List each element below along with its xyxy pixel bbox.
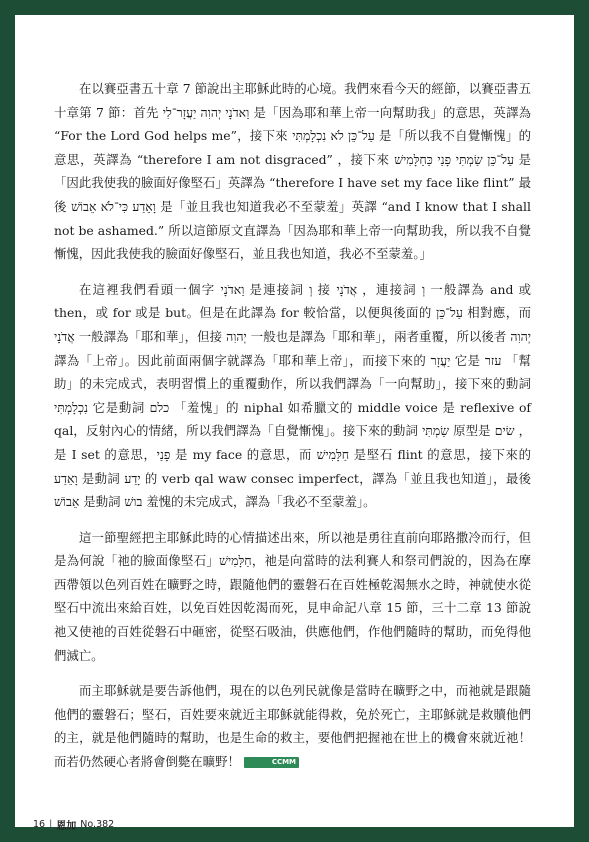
paragraph-1: 在以賽亞書五十章 7 節說出主耶穌此時的心境。我們來看今天的經節，以賽亞書五十章第 7 節：首先 וַאדֹנָי יְהוִה יַעֲזָר־לִי 是「因為耶和華上帝一向幫助我」的意思，英譯為 “For the Lord God helps me”，接下來 עַל־כֵּן לֹא נִכְלָמְתִּי 是「所以我不自覺慚愧」的意思，英譯為 “therefore I am not disgraced” ，接下來 עַל־כֵּן שַׂמְתִּי פָנַי כַּחַלָּמִישׁ 是「因此我使我的臉面好像堅石」英譯為 “therefore I have set my face like flint” 最後 וָאֵדַע כִּי־לֹא אֵבוֹשׁ 是「並且我也知道我必不至蒙羞」英譯 “and I know that I shall not be ashamed.” 所以這節原文直譯為「因為耶和華上帝一向幫助我，所以我不自覺慚愧，因此我使我的臉面好像堅石，並且我也知道，我必不至蒙羞。」 xyxy=(54,81,531,262)
paragraph-2: 在這裡我們看頭一個字 וַאדֹנָי 是連接詞 וְ 接 אֲדֹנָי ，連接詞 וְ 一般譯為 and 或 then，或 for 或是 but。但是在此譯為 for 較恰當，以便與後面的 עַל־כֵּן 相對應，而 אֲדֹנָי 一般譯為「耶和華」，但接 יְהוִה 一般也是譯為「耶和華」，兩者重覆，所以後者 יְהוִה 譯為「上帝」。因此前面兩個字就譯為「耶和華上帝」，而接下來的 יַעֲזָר 它是 עזר 「幫助」的未完成式，表明習慣上的重覆動作，所以我們譯為「一向幫助」，接下來的動詞 נִכְלָמְתִּי 它是動詞 כלם 「羞愧」的 niphal 如希臘文的 middle voice 是 reflexive of qal，反射內心的情緒，所以我們譯為「自覺慚愧」。接下來的動詞 שַׂמְתִּי 原型是 שׂים ，是 I set 的意思，פָנַי 是 my face 的意思，而 חַלָּמִישׁ 是堅石 flint 的意思，接下來的 וָאֵדַע 是動詞 יָדַע 的 verb qal waw consec imperfect，譯為「並且我也知道」，最後 אֵבוֹשׁ 是動詞 בושׁ 羞愧的未完成式，譯為「我必不至蒙羞」。 xyxy=(54,281,531,510)
footer-separator: | xyxy=(49,818,53,830)
paragraph-4-text: 而主耶穌就是要告訴他們，現在的以色列民就像是當時在曠野之中，而祂就是跟隨他們的靈磐石；堅石，百姓要來就近主耶穌就能得救，免於死亡，主耶穌就是救贖他們的主，就是他們隨時的幫助，也是生命的救主，要他們把握祂在世上的機會來就近祂！而若仍然硬心者將會倒斃在曠野！ xyxy=(54,683,531,770)
page-number: 16 xyxy=(33,818,46,830)
magazine-name: 恩加 xyxy=(56,820,77,832)
article-body xyxy=(54,77,531,786)
issue-number: No.382 xyxy=(80,818,115,830)
end-tag: CCMM xyxy=(244,757,299,768)
page-footer xyxy=(33,816,114,832)
paragraph-4 xyxy=(54,679,531,773)
paragraph-3: 這一節聖經把主耶穌此時的心情描述出來，所以祂是勇往直前向耶路撒冷而行，但是為何說「祂的臉面像堅石」חַלָּמִישׁ，祂是向當時的法利賽人和祭司們說的，因為在摩西帶領以色列百姓在曠野之時，跟隨他們的靈磐石在百姓極乾渴無水之時，神就使水從堅石中流出來給百姓，以免百姓因乾渴而死，見申命記八章 15 節，三十二章 13 節說祂又使祂的百姓從磐石中砸密，從堅石吸油，供應他們，作他們隨時的幫助，而免得他們滅亡。 xyxy=(54,529,532,663)
